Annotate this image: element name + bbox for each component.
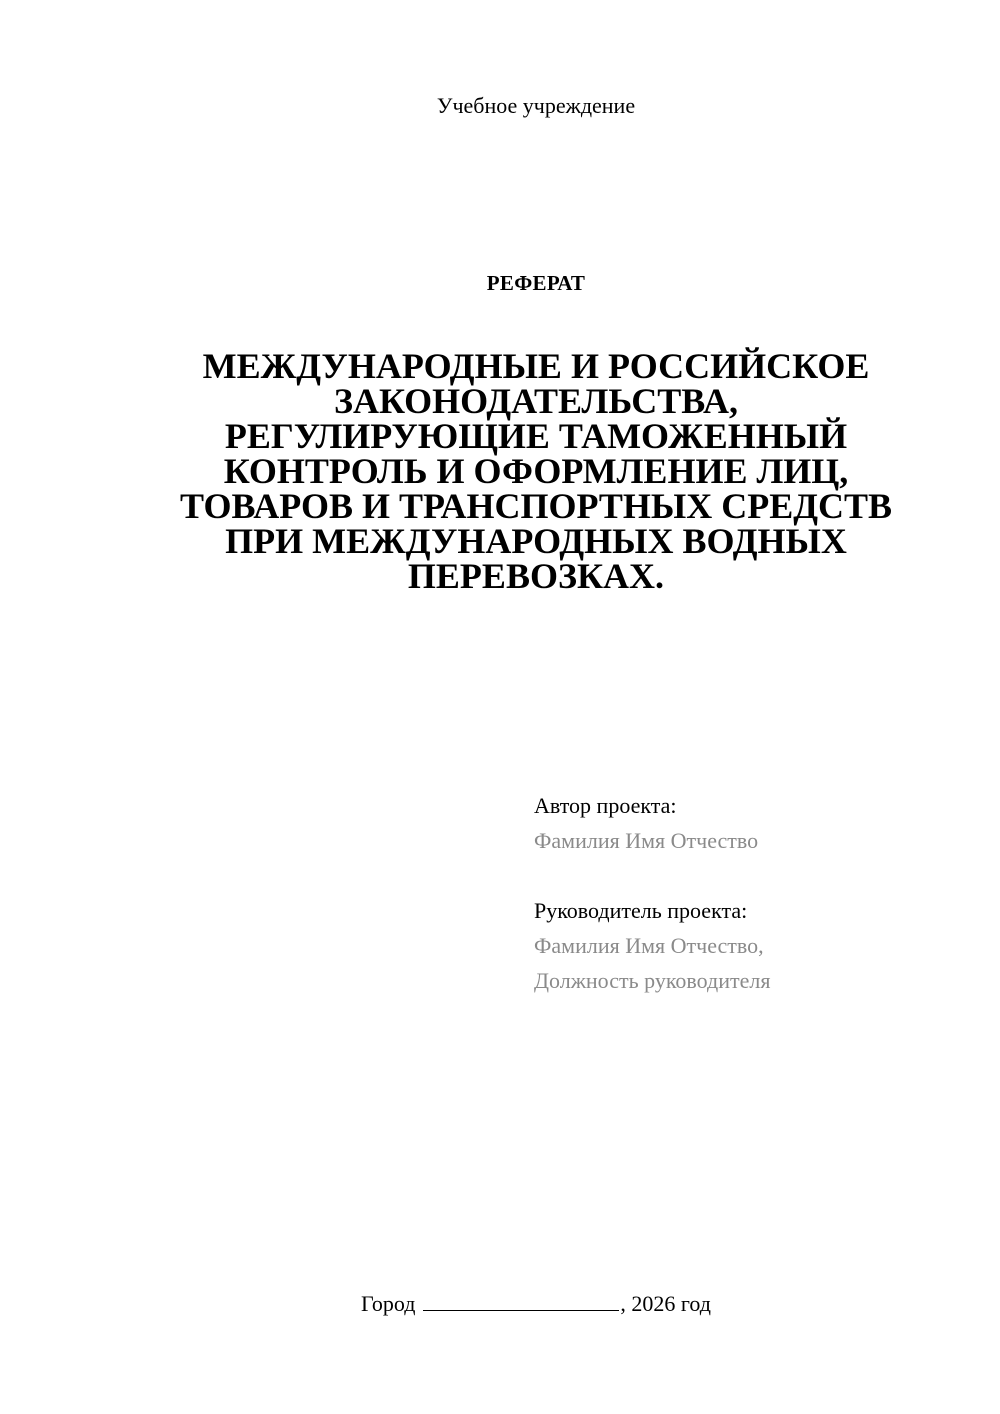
author-label: Автор проекта:	[534, 793, 677, 818]
document-title	[140, 346, 932, 596]
supervisor-name: Фамилия Имя Отчество,	[534, 933, 764, 958]
supervisor-block	[534, 893, 974, 998]
title-line: ПЕРЕВОЗКАХ.	[407, 556, 665, 596]
title-line: ЗАКОНОДАТЕЛЬСТВА,	[333, 381, 739, 421]
title-line: РЕГУЛИРУЮЩИЕ ТАМОЖЕННЫЙ	[224, 416, 848, 456]
author-block	[534, 788, 974, 858]
city-label: Город	[361, 1291, 416, 1316]
title-line: ТОВАРОВ И ТРАНСПОРТНЫХ СРЕДСТВ	[179, 486, 893, 526]
year-text: , 2026 год	[620, 1291, 711, 1316]
city-year-line	[0, 1290, 1000, 1318]
author-name: Фамилия Имя Отчество	[534, 828, 759, 853]
title-line: КОНТРОЛЬ И ОФОРМЛЕНИЕ ЛИЦ,	[223, 451, 849, 491]
document-type: РЕФЕРАТ	[486, 271, 586, 295]
title-line: МЕЖДУНАРОДНЫЕ И РОССИЙСКОЕ	[202, 346, 870, 386]
supervisor-position: Должность руководителя	[534, 968, 771, 993]
institution-name: Учебное учреждение	[436, 93, 636, 118]
title-line: ПРИ МЕЖДУНАРОДНЫХ ВОДНЫХ	[225, 521, 847, 561]
city-blank-underline	[423, 1290, 619, 1311]
supervisor-label: Руководитель проекта:	[534, 898, 748, 923]
